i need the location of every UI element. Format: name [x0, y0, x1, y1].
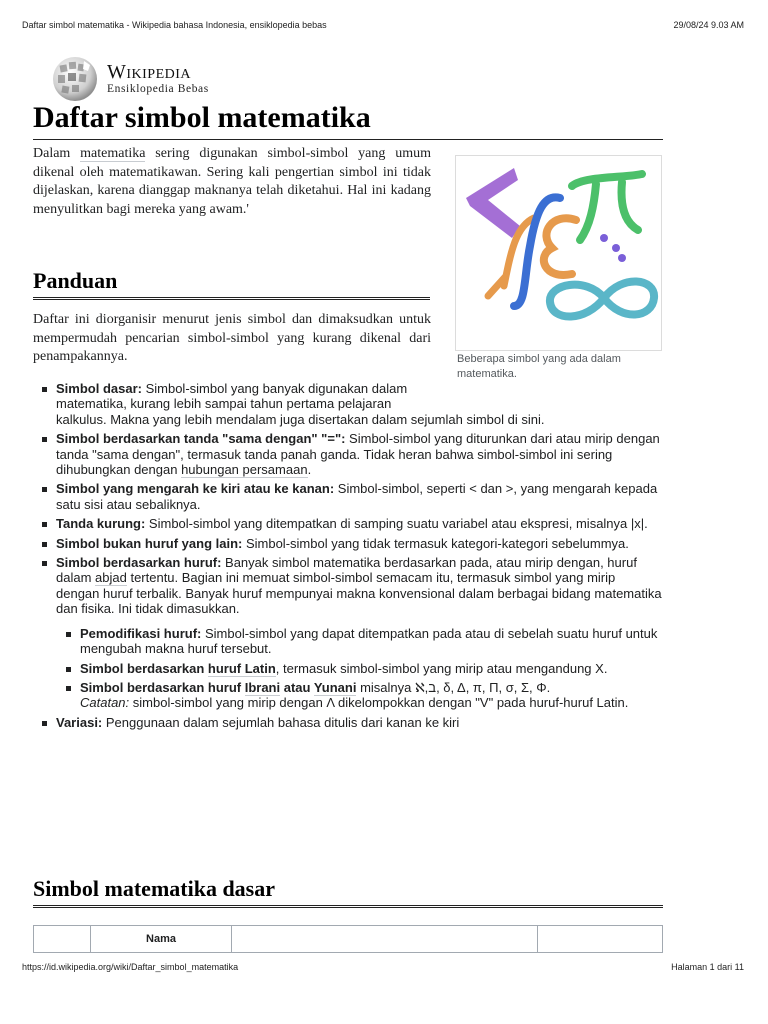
category-list — [56, 381, 662, 734]
catatan-text: simbol-simbol yang mirip dengan Λ dikelompokkan dengan "V" pada huruf-huruf Latin. — [129, 695, 629, 711]
list-item-text: Simbol-simbol, seperti < dan >, yang mengarah kepada satu sisi atau sebaliknya. — [56, 481, 658, 512]
panduan-paragraph: Daftar ini diorganisir menurut jenis simbol dan dimaksudkan untuk mempermudah pencarian simbol-simbol yang kurang dikenal dari penampakannya. — [33, 312, 431, 365]
section-heading-panduan: Panduan — [33, 268, 430, 300]
list-item-text: Banyak simbol matematika berdasarkan pada, atau mirip dengan, huruf dalam — [56, 555, 637, 586]
list-item-simbol-dasar — [56, 381, 662, 427]
list-item-label: Simbol dasar: — [56, 381, 142, 396]
list-item-label: Simbol bukan huruf yang lain: — [56, 535, 243, 551]
dot-1 — [600, 234, 608, 242]
list-item-text: Simbol-simbol yang tidak termasuk kategori-kategori sebelummya. — [242, 535, 629, 551]
wikipedia-globe-icon[interactable] — [50, 55, 100, 103]
print-footer — [22, 962, 744, 972]
dot-3 — [618, 254, 626, 262]
list-item-label: Variasi: — [56, 714, 103, 730]
print-header-datetime: 29/08/24 9.03 AM — [673, 20, 744, 30]
pi-glyph — [572, 174, 642, 240]
figure-float-spacer — [412, 381, 662, 411]
list-item-text: Penggunaan dalam sejumlah bahasa ditulis dari kanan ke kiri — [102, 714, 460, 730]
sub-item-text: Simbol-simbol yang dapat ditempatkan pada atau di sebelah suatu huruf untuk mengubah makna huruf tersebut. — [80, 625, 658, 657]
sub-item-pemodifikasi — [80, 626, 662, 657]
intro-prefix: Dalam — [33, 146, 81, 161]
intro-rest: sering digunakan simbol-simbol yang umum dikenal oleh matematikawan. Sering kali pengertian simbol ini tidak dijelaskan, karena dianggap maknanya telah diketahui. Hal ini kadang menyulitkan bagi mereka yang awam.' — [33, 146, 431, 217]
sub-item-ibrani-yunani — [80, 680, 662, 711]
list-item-text-end: tertentu. Bagian ini memuat simbol-simbol semacam itu, termasuk simbol yang mirip dengan huruf terbalik. Banyak huruf mempunyai makna konvensional dalam berbagai bidang matematika dan fisika. Ini tidak dimasukkan. — [56, 570, 662, 617]
sub-item-text: misalnya ℵ,ב, δ, Δ, π, Π, σ, Σ, Φ. — [356, 679, 551, 695]
math-symbols-illustration — [456, 156, 661, 350]
list-item-label: Simbol berdasarkan tanda "sama dengan" "=": — [56, 431, 346, 447]
list-item-label: Simbol yang mengarah ke kiri atau ke kanan: — [56, 481, 335, 497]
sigma-glyph — [466, 168, 520, 238]
list-item-variasi — [56, 715, 662, 730]
link-huruf-latin[interactable]: huruf Latin — [207, 660, 276, 676]
list-item-berdasarkan-huruf — [56, 555, 662, 711]
table-header-cell — [538, 926, 663, 953]
symbol-table — [33, 925, 663, 953]
sub-item-label-joiner: atau — [280, 679, 314, 695]
list-item-text: Simbol-simbol yang diturunkan dari atau mirip dengan tanda "sama dengan", termasuk tanda panah ganda. Tidak heran bahwa simbol-simbol ini sering dihubungkan dengan — [56, 431, 660, 478]
sub-item-label: Pemodifikasi huruf: — [80, 625, 202, 641]
intro-paragraph — [33, 145, 431, 219]
wikipedia-wordmark[interactable] — [107, 62, 209, 96]
table-header-nama: Nama — [91, 926, 232, 953]
math-symbols-image[interactable] — [455, 155, 662, 351]
page-title: Daftar simbol matematika — [33, 99, 663, 140]
list-item-text-end: . — [307, 462, 312, 478]
print-header-title: Daftar simbol matematika - Wikipedia bahasa Indonesia, ensiklopedia bebas — [22, 20, 327, 30]
figure-caption: Beberapa simbol yang ada dalam matematika. — [457, 353, 621, 380]
link-ibrani[interactable]: Ibrani — [244, 679, 281, 695]
table-header-cell — [34, 926, 91, 953]
list-item-arah — [56, 481, 662, 512]
section-heading-simbol-dasar: Simbol matematika dasar — [33, 876, 663, 908]
epsilon-glyph — [544, 218, 576, 275]
list-item-label: Tanda kurung: — [56, 516, 146, 532]
list-item-tanda-kurung — [56, 516, 662, 531]
sub-item-label — [80, 661, 276, 677]
sub-list — [80, 626, 662, 711]
catatan-label: Catatan: — [80, 695, 130, 711]
print-footer-page: Halaman 1 dari 11 — [671, 962, 744, 972]
table-header-cell — [232, 926, 538, 953]
sub-item-label-text: Simbol berdasarkan — [80, 660, 208, 676]
list-item-text: Simbol-simbol yang banyak digunakan dalam matematika, kurang lebih sampai tahun pertama pelajaran kalkulus. Makna yang lebih mendalam juga disertakan dalam sejumlah simbol di sini. — [56, 381, 545, 427]
table-header-row — [34, 926, 663, 953]
infinity-glyph — [550, 281, 654, 316]
wordmark-tagline: Ensiklopedia Bebas — [107, 83, 209, 95]
list-item-sama-dengan — [56, 431, 662, 477]
list-item-bukan-huruf — [56, 536, 662, 551]
link-matematika[interactable]: matematika — [80, 146, 146, 161]
wordmark-text: Wikipedia — [107, 61, 192, 83]
list-item-text: Simbol-simbol yang ditempatkan di samping suatu variabel atau ekspresi, misalnya |x|. — [145, 516, 648, 532]
link-hubungan-persamaan[interactable]: hubungan persamaan — [181, 462, 308, 478]
link-abjad[interactable]: abjad — [95, 570, 127, 586]
sub-item-label — [80, 680, 356, 696]
print-footer-url[interactable]: https://id.wikipedia.org/wiki/Daftar_simbol_matematika — [22, 962, 239, 972]
sub-item-text: , termasuk simbol-simbol yang mirip atau mengandung X. — [275, 660, 608, 676]
link-yunani[interactable]: Yunani — [313, 679, 357, 695]
dot-2 — [612, 244, 620, 252]
print-header — [22, 20, 744, 30]
sub-item-latin — [80, 661, 662, 676]
list-item-label: Simbol berdasarkan huruf: — [56, 555, 222, 571]
sub-item-label-text: Simbol berdasarkan huruf — [80, 679, 245, 695]
